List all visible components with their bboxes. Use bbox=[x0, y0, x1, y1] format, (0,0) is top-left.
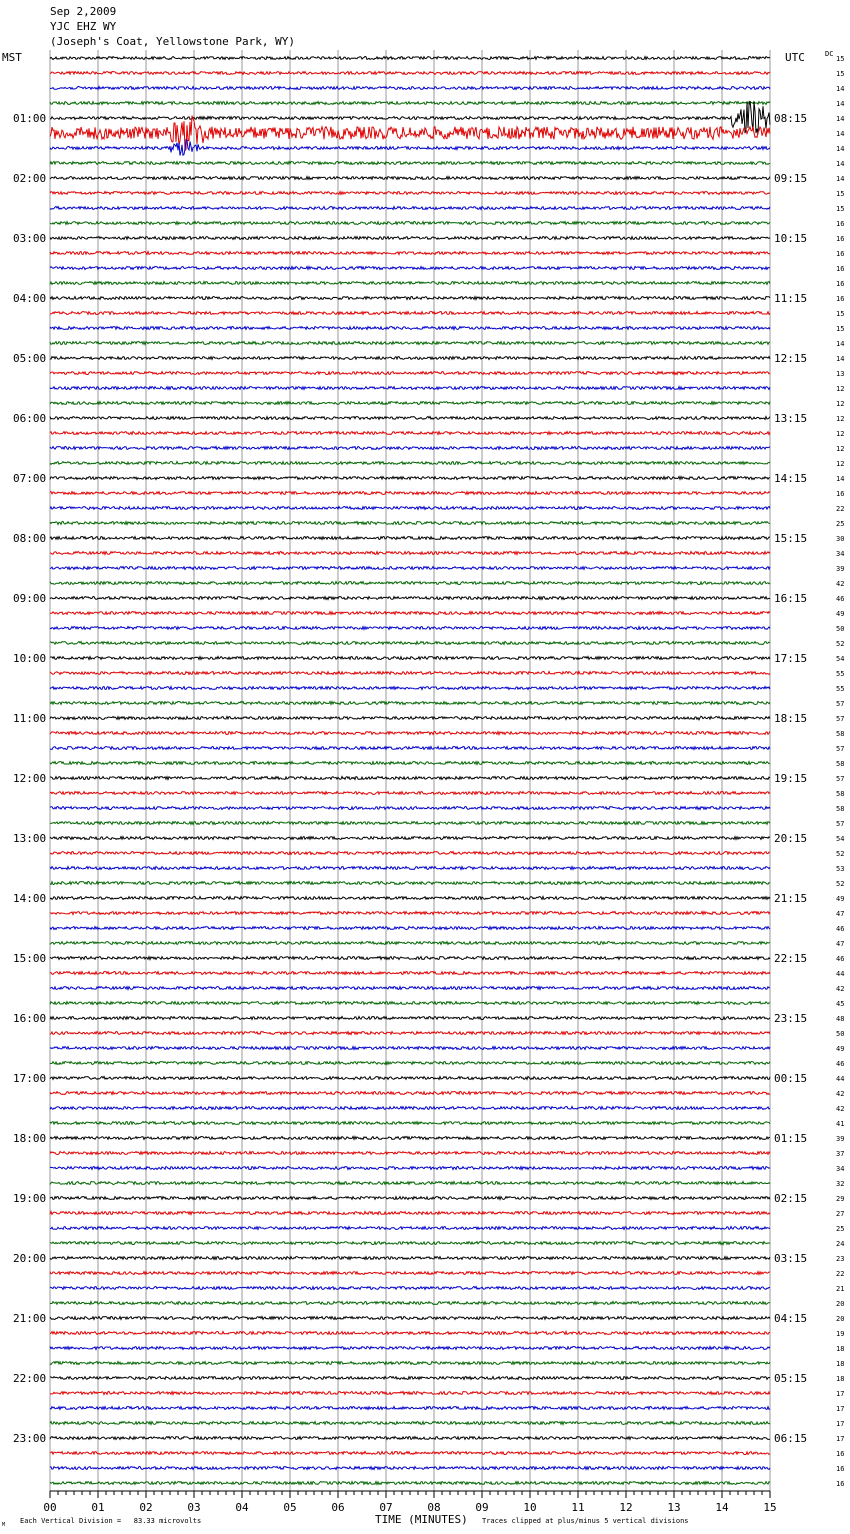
dc-offset-value-68: 44 bbox=[836, 1075, 845, 1083]
trace-line-23 bbox=[50, 402, 770, 405]
trace-line-25 bbox=[50, 432, 770, 435]
trace-line-60 bbox=[50, 957, 770, 960]
dc-offset-value-11: 16 bbox=[836, 220, 845, 228]
trace-line-17 bbox=[50, 312, 770, 315]
trace-line-47 bbox=[50, 762, 770, 765]
dc-offset-value-5: 14 bbox=[836, 130, 845, 138]
dc-offset-value-0: 15 bbox=[836, 55, 845, 63]
hour-label-right-6: 13:15 bbox=[774, 412, 808, 425]
dc-offset-value-44: 57 bbox=[836, 715, 845, 723]
dc-offset-value-72: 39 bbox=[836, 1135, 845, 1143]
x-tick-label-12: 12 bbox=[619, 1501, 633, 1514]
dc-offset-value-7: 14 bbox=[836, 160, 845, 168]
trace-line-10 bbox=[50, 207, 770, 210]
dc-offset-value-60: 46 bbox=[836, 955, 845, 963]
trace-line-73 bbox=[50, 1152, 770, 1155]
hour-label-left-23: 23:00 bbox=[13, 1432, 47, 1445]
hour-label-left-19: 19:00 bbox=[13, 1192, 47, 1205]
trace-line-81 bbox=[50, 1272, 770, 1275]
dc-offset-value-49: 58 bbox=[836, 790, 845, 798]
hour-label-right-14: 21:15 bbox=[774, 892, 808, 905]
trace-line-31 bbox=[50, 522, 770, 525]
dc-offset-value-95: 16 bbox=[836, 1480, 845, 1488]
trace-line-44 bbox=[50, 716, 770, 720]
dc-offset-value-27: 12 bbox=[836, 460, 845, 468]
hour-label-left-16: 16:00 bbox=[13, 1012, 47, 1025]
trace-line-7 bbox=[50, 162, 770, 165]
dc-offset-value-25: 12 bbox=[836, 430, 845, 438]
hour-label-right-5: 12:15 bbox=[774, 352, 808, 365]
dc-offset-value-76: 29 bbox=[836, 1195, 845, 1203]
trace-line-22 bbox=[50, 387, 770, 390]
trace-line-30 bbox=[50, 507, 770, 510]
trace-line-27 bbox=[50, 462, 770, 465]
x-tick-label-15: 15 bbox=[763, 1501, 777, 1514]
dc-offset-value-84: 20 bbox=[836, 1315, 845, 1323]
dc-offset-value-3: 14 bbox=[836, 100, 845, 108]
dc-offset-value-16: 16 bbox=[836, 295, 845, 303]
trace-line-95 bbox=[50, 1482, 770, 1485]
dc-offset-value-81: 22 bbox=[836, 1270, 845, 1278]
hour-label-left-5: 05:00 bbox=[13, 352, 47, 365]
trace-line-1 bbox=[50, 72, 770, 75]
hour-label-left-11: 11:00 bbox=[13, 712, 47, 725]
footer-mark: M bbox=[2, 1522, 6, 1528]
trace-line-37 bbox=[50, 612, 770, 615]
trace-line-86 bbox=[50, 1347, 770, 1350]
dc-offset-value-51: 57 bbox=[836, 820, 845, 828]
hour-label-right-23: 06:15 bbox=[774, 1432, 808, 1445]
dc-offset-value-8: 14 bbox=[836, 175, 845, 183]
dc-offset-value-71: 41 bbox=[836, 1120, 845, 1128]
trace-line-89 bbox=[50, 1392, 770, 1395]
dc-offset-value-4: 14 bbox=[836, 115, 845, 123]
dc-offset-value-90: 17 bbox=[836, 1405, 845, 1413]
trace-line-67 bbox=[50, 1062, 770, 1065]
trace-line-59 bbox=[50, 942, 770, 945]
trace-line-39 bbox=[50, 642, 770, 645]
dc-offset-value-87: 18 bbox=[836, 1360, 845, 1368]
footer-scale-note: Each Vertical Division = 83.33 microvolts bbox=[20, 1517, 202, 1525]
trace-line-52 bbox=[50, 837, 770, 840]
trace-line-34 bbox=[50, 567, 770, 570]
hour-label-right-22: 05:15 bbox=[774, 1372, 808, 1385]
dc-offset-value-74: 34 bbox=[836, 1165, 845, 1173]
trace-line-79 bbox=[50, 1242, 770, 1245]
dc-label: DC bbox=[825, 50, 834, 58]
trace-line-94 bbox=[50, 1467, 770, 1470]
hour-label-left-13: 13:00 bbox=[13, 832, 47, 845]
dc-offset-value-22: 12 bbox=[836, 385, 845, 393]
hour-label-left-21: 21:00 bbox=[13, 1312, 47, 1325]
trace-line-48 bbox=[50, 777, 770, 780]
trace-line-14 bbox=[50, 267, 770, 270]
trace-line-35 bbox=[50, 582, 770, 585]
chart-date: Sep 2,2009 bbox=[50, 5, 117, 18]
dc-offset-value-64: 48 bbox=[836, 1015, 845, 1023]
dc-offset-value-33: 34 bbox=[836, 550, 845, 558]
hour-label-right-3: 10:15 bbox=[774, 232, 808, 245]
trace-line-19 bbox=[50, 342, 770, 345]
footer-clip-note: Traces clipped at plus/minus 5 vertical divisions bbox=[482, 1517, 689, 1525]
dc-offset-value-50: 58 bbox=[836, 805, 845, 813]
trace-line-78 bbox=[50, 1227, 770, 1230]
trace-line-2 bbox=[50, 87, 770, 90]
trace-line-55 bbox=[50, 882, 770, 885]
minute-grid bbox=[50, 50, 770, 1491]
dc-offset-value-48: 57 bbox=[836, 775, 845, 783]
hour-label-left-4: 04:00 bbox=[13, 292, 47, 305]
dc-offset-value-42: 55 bbox=[836, 685, 845, 693]
hour-label-right-4: 11:15 bbox=[774, 292, 808, 305]
trace-line-77 bbox=[50, 1212, 770, 1215]
hour-label-right-16: 23:15 bbox=[774, 1012, 808, 1025]
hour-label-right-8: 15:15 bbox=[774, 532, 808, 545]
x-axis-title: TIME (MINUTES) bbox=[375, 1513, 468, 1526]
hour-label-right-11: 18:15 bbox=[774, 712, 808, 725]
trace-line-36 bbox=[50, 597, 770, 600]
hour-label-left-12: 12:00 bbox=[13, 772, 47, 785]
x-tick-label-2: 02 bbox=[139, 1501, 153, 1514]
hour-label-right-2: 09:15 bbox=[774, 172, 808, 185]
dc-offset-value-12: 16 bbox=[836, 235, 845, 243]
trace-line-91 bbox=[50, 1422, 770, 1425]
hour-label-right-15: 22:15 bbox=[774, 952, 808, 965]
trace-line-16 bbox=[50, 297, 770, 300]
trace-line-84 bbox=[50, 1317, 770, 1320]
trace-line-90 bbox=[50, 1407, 770, 1410]
trace-line-93 bbox=[50, 1452, 770, 1455]
dc-offset-value-80: 23 bbox=[836, 1255, 845, 1263]
hour-label-right-10: 17:15 bbox=[774, 652, 808, 665]
hour-label-right-1: 08:15 bbox=[774, 112, 808, 125]
dc-offset-value-28: 14 bbox=[836, 475, 845, 483]
trace-line-42 bbox=[50, 687, 770, 690]
trace-line-64 bbox=[50, 1017, 770, 1020]
hour-label-right-12: 19:15 bbox=[774, 772, 808, 785]
dc-offset-value-59: 47 bbox=[836, 940, 845, 948]
dc-offset-value-91: 17 bbox=[836, 1420, 845, 1428]
hour-label-left-2: 02:00 bbox=[13, 172, 47, 185]
dc-offset-value-2: 14 bbox=[836, 85, 845, 93]
trace-line-56 bbox=[50, 897, 770, 900]
dc-offset-value-32: 30 bbox=[836, 535, 845, 543]
trace-line-75 bbox=[50, 1182, 770, 1185]
dc-offset-value-54: 53 bbox=[836, 865, 845, 873]
hour-label-left-6: 06:00 bbox=[13, 412, 47, 425]
dc-offset-value-57: 47 bbox=[836, 910, 845, 918]
trace-line-24 bbox=[50, 417, 770, 420]
dc-offset-value-62: 42 bbox=[836, 985, 845, 993]
seismic-traces bbox=[50, 55, 844, 1488]
dc-offset-value-52: 54 bbox=[836, 835, 845, 843]
dc-offset-value-9: 15 bbox=[836, 190, 845, 198]
dc-offset-value-38: 50 bbox=[836, 625, 845, 633]
trace-line-54 bbox=[50, 867, 770, 870]
station-location: (Joseph's Coat, Yellowstone Park, WY) bbox=[50, 35, 296, 48]
trace-line-18 bbox=[50, 327, 770, 330]
plot-labels bbox=[2, 50, 833, 1528]
dc-offset-value-39: 52 bbox=[836, 640, 845, 648]
dc-offset-value-31: 25 bbox=[836, 520, 845, 528]
x-tick-label-5: 05 bbox=[283, 1501, 297, 1514]
dc-offset-value-88: 18 bbox=[836, 1375, 845, 1383]
trace-line-9 bbox=[50, 192, 770, 195]
dc-offset-value-13: 16 bbox=[836, 250, 845, 258]
trace-line-11 bbox=[50, 222, 770, 225]
trace-line-28 bbox=[50, 477, 770, 480]
dc-offset-value-70: 42 bbox=[836, 1105, 845, 1113]
x-tick-label-4: 04 bbox=[235, 1501, 249, 1514]
trace-line-80 bbox=[50, 1257, 770, 1260]
dc-offset-value-55: 52 bbox=[836, 880, 845, 888]
trace-line-43 bbox=[50, 702, 770, 705]
station-code: YJC EHZ WY bbox=[50, 20, 117, 33]
dc-offset-value-40: 54 bbox=[836, 655, 845, 663]
trace-line-58 bbox=[50, 927, 770, 930]
trace-line-72 bbox=[50, 1137, 770, 1140]
trace-line-3 bbox=[50, 102, 770, 105]
x-tick-label-14: 14 bbox=[715, 1501, 729, 1514]
trace-line-5 bbox=[50, 116, 770, 151]
dc-offset-value-73: 37 bbox=[836, 1150, 845, 1158]
dc-offset-value-67: 46 bbox=[836, 1060, 845, 1068]
dc-offset-value-14: 16 bbox=[836, 265, 845, 273]
dc-offset-value-34: 39 bbox=[836, 565, 845, 573]
dc-offset-value-46: 57 bbox=[836, 745, 845, 753]
hour-label-right-9: 16:15 bbox=[774, 592, 808, 605]
trace-line-66 bbox=[50, 1047, 770, 1050]
hour-label-right-17: 00:15 bbox=[774, 1072, 808, 1085]
trace-line-32 bbox=[50, 537, 770, 540]
trace-line-88 bbox=[50, 1377, 770, 1380]
hour-label-left-1: 01:00 bbox=[13, 112, 47, 125]
dc-offset-value-37: 49 bbox=[836, 610, 845, 618]
dc-offset-value-47: 58 bbox=[836, 760, 845, 768]
dc-offset-value-24: 12 bbox=[836, 415, 845, 423]
dc-offset-value-75: 32 bbox=[836, 1180, 845, 1188]
dc-offset-value-18: 15 bbox=[836, 325, 845, 333]
dc-offset-value-53: 52 bbox=[836, 850, 845, 858]
dc-offset-value-10: 15 bbox=[836, 205, 845, 213]
dc-offset-value-78: 25 bbox=[836, 1225, 845, 1233]
dc-offset-value-82: 21 bbox=[836, 1285, 845, 1293]
left-timezone-label: MST bbox=[2, 51, 22, 64]
hour-label-left-3: 03:00 bbox=[13, 232, 47, 245]
dc-offset-value-94: 16 bbox=[836, 1465, 845, 1473]
dc-offset-value-19: 14 bbox=[836, 340, 845, 348]
x-tick-label-11: 11 bbox=[571, 1501, 585, 1514]
dc-offset-value-93: 16 bbox=[836, 1450, 845, 1458]
x-tick-label-0: 00 bbox=[43, 1501, 57, 1514]
dc-offset-value-30: 22 bbox=[836, 505, 845, 513]
dc-offset-value-86: 18 bbox=[836, 1345, 845, 1353]
dc-offset-value-20: 14 bbox=[836, 355, 845, 363]
trace-line-49 bbox=[50, 792, 770, 795]
hour-label-right-20: 03:15 bbox=[774, 1252, 808, 1265]
dc-offset-value-69: 42 bbox=[836, 1090, 845, 1098]
dc-offset-value-56: 49 bbox=[836, 895, 845, 903]
dc-offset-value-41: 55 bbox=[836, 670, 845, 678]
trace-line-62 bbox=[50, 987, 770, 990]
dc-offset-value-85: 19 bbox=[836, 1330, 845, 1338]
trace-line-12 bbox=[50, 237, 770, 240]
trace-line-21 bbox=[50, 372, 770, 375]
dc-offset-value-43: 57 bbox=[836, 700, 845, 708]
dc-offset-value-63: 45 bbox=[836, 1000, 845, 1008]
dc-offset-value-83: 20 bbox=[836, 1300, 845, 1308]
trace-line-41 bbox=[50, 672, 770, 675]
hour-label-left-18: 18:00 bbox=[13, 1132, 47, 1145]
trace-line-87 bbox=[50, 1362, 770, 1365]
trace-line-20 bbox=[50, 357, 770, 360]
dc-offset-value-58: 46 bbox=[836, 925, 845, 933]
dc-offset-value-79: 24 bbox=[836, 1240, 845, 1248]
hour-label-left-22: 22:00 bbox=[13, 1372, 47, 1385]
dc-offset-value-21: 13 bbox=[836, 370, 845, 378]
trace-line-13 bbox=[50, 252, 770, 255]
x-tick-label-9: 09 bbox=[475, 1501, 489, 1514]
trace-line-92 bbox=[50, 1437, 770, 1440]
dc-offset-value-6: 14 bbox=[836, 145, 845, 153]
trace-line-57 bbox=[50, 912, 770, 915]
trace-line-8 bbox=[50, 177, 770, 180]
dc-offset-value-92: 17 bbox=[836, 1435, 845, 1443]
trace-line-29 bbox=[50, 492, 770, 495]
dc-offset-value-66: 49 bbox=[836, 1045, 845, 1053]
trace-line-82 bbox=[50, 1287, 770, 1290]
trace-line-40 bbox=[50, 657, 770, 660]
x-tick-label-13: 13 bbox=[667, 1501, 681, 1514]
trace-line-46 bbox=[50, 747, 770, 750]
hour-label-left-8: 08:00 bbox=[13, 532, 47, 545]
x-tick-label-7: 07 bbox=[379, 1501, 393, 1514]
dc-offset-value-29: 16 bbox=[836, 490, 845, 498]
dc-offset-value-23: 12 bbox=[836, 400, 845, 408]
dc-offset-value-36: 46 bbox=[836, 595, 845, 603]
dc-offset-value-17: 15 bbox=[836, 310, 845, 318]
trace-line-15 bbox=[50, 282, 770, 285]
trace-line-70 bbox=[50, 1107, 770, 1110]
trace-line-33 bbox=[50, 552, 770, 555]
x-tick-label-10: 10 bbox=[523, 1501, 537, 1514]
hour-label-left-14: 14:00 bbox=[13, 892, 47, 905]
dc-offset-value-35: 42 bbox=[836, 580, 845, 588]
trace-line-51 bbox=[50, 822, 770, 825]
x-tick-label-3: 03 bbox=[187, 1501, 201, 1514]
hour-label-left-20: 20:00 bbox=[13, 1252, 47, 1265]
trace-line-74 bbox=[50, 1167, 770, 1170]
trace-line-71 bbox=[50, 1122, 770, 1125]
hour-label-left-9: 09:00 bbox=[13, 592, 47, 605]
hour-label-right-18: 01:15 bbox=[774, 1132, 808, 1145]
trace-line-76 bbox=[50, 1197, 770, 1200]
trace-line-6 bbox=[50, 140, 770, 156]
dc-offset-value-77: 27 bbox=[836, 1210, 845, 1218]
right-timezone-label: UTC bbox=[785, 51, 805, 64]
x-tick-label-6: 06 bbox=[331, 1501, 345, 1514]
trace-line-69 bbox=[50, 1092, 770, 1095]
trace-line-83 bbox=[50, 1302, 770, 1305]
trace-line-53 bbox=[50, 852, 770, 855]
hour-label-left-17: 17:00 bbox=[13, 1072, 47, 1085]
dc-offset-value-65: 50 bbox=[836, 1030, 845, 1038]
x-tick-label-8: 08 bbox=[427, 1501, 441, 1514]
hour-label-right-19: 02:15 bbox=[774, 1192, 808, 1205]
trace-line-45 bbox=[50, 732, 770, 735]
x-tick-label-1: 01 bbox=[91, 1501, 105, 1514]
hour-label-left-7: 07:00 bbox=[13, 472, 47, 485]
hour-label-left-15: 15:00 bbox=[13, 952, 47, 965]
trace-line-68 bbox=[50, 1077, 770, 1080]
dc-offset-value-89: 17 bbox=[836, 1390, 845, 1398]
trace-line-61 bbox=[50, 972, 770, 975]
trace-line-26 bbox=[50, 447, 770, 450]
hour-label-right-7: 14:15 bbox=[774, 472, 808, 485]
hour-label-left-10: 10:00 bbox=[13, 652, 47, 665]
trace-line-0 bbox=[50, 57, 770, 60]
hour-label-right-21: 04:15 bbox=[774, 1312, 808, 1325]
dc-offset-value-15: 16 bbox=[836, 280, 845, 288]
trace-line-65 bbox=[50, 1032, 770, 1035]
trace-line-85 bbox=[50, 1332, 770, 1335]
dc-offset-value-45: 58 bbox=[836, 730, 845, 738]
trace-line-38 bbox=[50, 627, 770, 630]
trace-line-63 bbox=[50, 1002, 770, 1005]
dc-offset-value-1: 15 bbox=[836, 70, 845, 78]
dc-offset-value-26: 12 bbox=[836, 445, 845, 453]
dc-offset-value-61: 44 bbox=[836, 970, 845, 978]
trace-line-50 bbox=[50, 807, 770, 810]
hour-label-right-13: 20:15 bbox=[774, 832, 808, 845]
